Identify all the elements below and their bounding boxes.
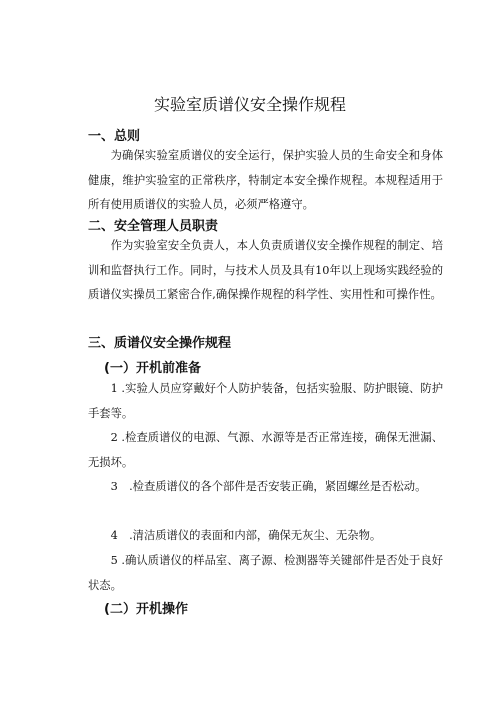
- list-item: 5 .确认质谱仪的样品室、离子源、检测器等关键部件是否处于良好状态。: [88, 554, 443, 592]
- subsection-heading-startup: (二）开机操作: [104, 602, 188, 617]
- list-item: 4 .清洁质谱仪的表面和内部，确保无灰尘、无杂物。: [110, 529, 382, 542]
- list-item: 2 .检查质谱仪的电源、气源、水源等是否正常连接，确保无泄漏、无损坏。: [88, 431, 443, 469]
- list-item: 3 .检查质谱仪的各个部件是否安装正确，紧固螺丝是否松动。: [110, 480, 427, 493]
- subsection-heading-pre-start: (一）开机前准备: [104, 361, 201, 376]
- list-item: 1 .实验人员应穿戴好个人防护装备，包括实验服、防护眼镜、防护手套等。: [88, 382, 443, 420]
- section-heading-duties: 二、安全管理人员职责: [88, 219, 219, 234]
- section-text-duties: 作为实验室安全负责人，本人负责质谱仪安全操作规程的制定、培训和监督执行工作。同时，与技术人员及具有10年以上现场实践经验的质谱仪实操员工紧密合作,确保操作规程的科学性、实用性和可操作性。: [88, 239, 443, 301]
- section-heading-procedures: 三、质谱仪安全操作规程: [88, 336, 232, 351]
- document-title: 实验室质谱仪安全操作规程: [153, 95, 346, 114]
- section-heading-general: 一、总则: [88, 129, 141, 144]
- section-text-general: 为确保实验室质谱仪的安全运行，保护实验人员的生命安全和身体健康，维护实验室的正常秩序，特制定本安全操作规程。本规程适用于所有使用质谱仪的实验人员，必须严格遵守。: [88, 149, 443, 211]
